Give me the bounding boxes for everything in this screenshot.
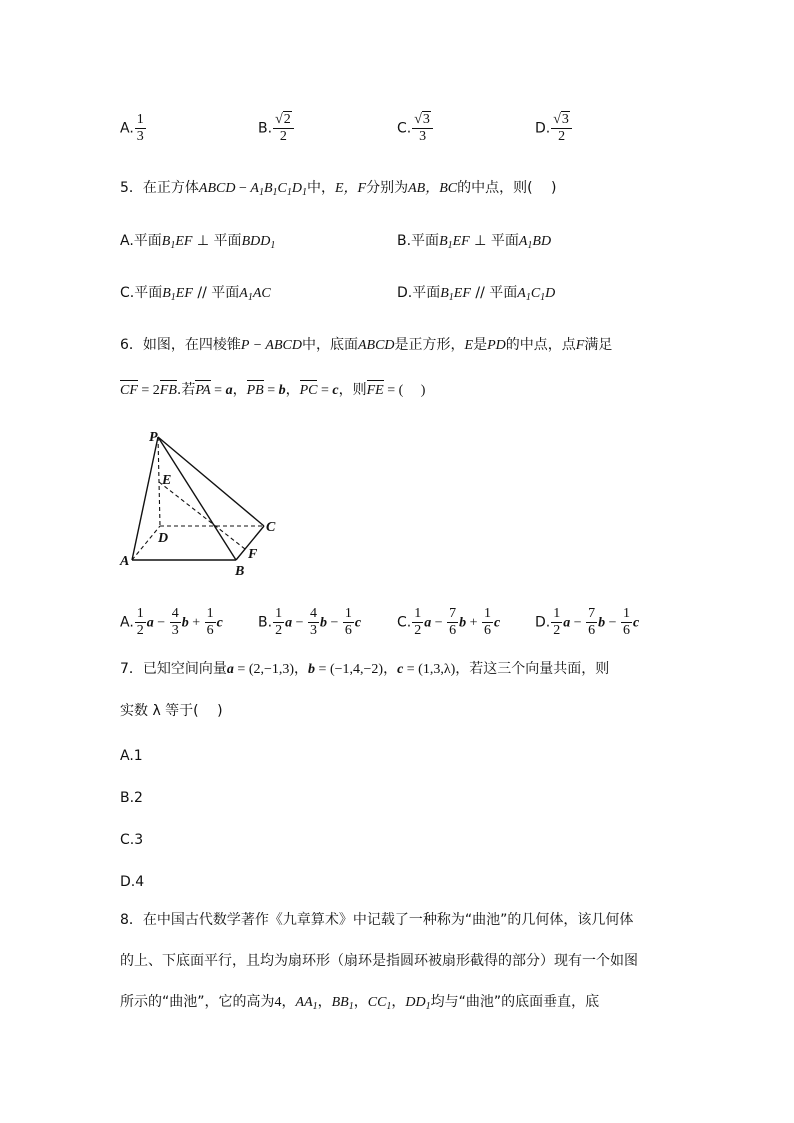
q7-option-a: A.1	[120, 748, 143, 764]
fraction: $\frac{√3}{3}$	[412, 112, 433, 145]
q7-stem-line1: 7．已知空间向量a = (2,−1,3)，b = (−1,4,−2)，c = (1,3,λ)，若这三个向量共面，则	[120, 661, 610, 677]
label-c: C	[266, 520, 276, 535]
q6-option-b: B. $\frac{1}{2}$ a − $\frac{4}{3}$ b − $\frac{1}{6}$ c	[258, 606, 362, 638]
label-d: D	[158, 531, 169, 546]
q6-option-c: C. $\frac{1}{2}$ a − $\frac{7}{6}$ b + $\frac{1}{6}$ c	[397, 606, 501, 638]
q4-option-a: A. $\frac{1}{3}$	[120, 112, 144, 144]
q4-option-c: C. $\frac{√3}{3}$	[397, 112, 434, 145]
label-a: A	[120, 554, 130, 569]
edge-pb	[158, 437, 236, 560]
q5-option-b: B.平面$B_1EF$ ⊥ 平面$A_1BD$	[397, 233, 552, 251]
q5-option-d: D.平面$B_1EF$ // 平面$A_1C_1D$	[397, 285, 556, 303]
edge-pa	[132, 437, 158, 560]
q7-option-b: B.2	[120, 790, 143, 806]
fraction: $\frac{√3}{2}$	[551, 112, 572, 145]
q8-line2: 的上、下底面平行，且均为扇环形（扇环是指圆环被扇形截得的部分）现有一个如图	[120, 953, 638, 969]
edge-pd	[158, 437, 160, 526]
q5-stem: 5．在正方体ABCD − $A_1B_1C_1D_1$中，E，F分别为AB，BC的中点，则( )	[120, 180, 557, 198]
q8-line3: 所示的“曲池”，它的高为4，$AA_1$，$BB_1$，$CC_1$，$DD_1$均与“曲池”的底面垂直，底	[120, 994, 600, 1012]
edge-pc	[158, 437, 264, 526]
q4-option-d: D. $\frac{√3}{2}$	[535, 112, 573, 145]
q5-option-a: A.平面$B_1EF$ ⊥ 平面$BDD_1$	[120, 233, 276, 251]
q5-option-c: C.平面$B_1EF$ // 平面$A_1AC$	[120, 285, 271, 303]
label-p: P	[149, 430, 158, 445]
label-b: B	[235, 564, 245, 579]
q6-option-d: D. $\frac{1}{2}$ a − $\frac{7}{6}$ b − $\frac{1}{6}$ c	[535, 606, 640, 638]
q6-option-a: A. $\frac{1}{2}$ a − $\frac{4}{3}$ b + $\frac{1}{6}$ c	[120, 606, 223, 638]
q8-line1: 8．在中国古代数学著作《九章算术》中记载了一种称为“曲池”的几何体，该几何体	[120, 912, 634, 928]
label-e: E	[162, 473, 172, 488]
q7-option-c: C.3	[120, 832, 144, 848]
segment-ef	[159, 482, 245, 549]
fraction: $\frac{1}{3}$	[136, 112, 144, 144]
q6-stem-line1: 6．如图，在四棱锥P − ABCD中，底面ABCD是正方形，E是PD的中点，点F满足	[120, 337, 613, 353]
q7-option-d: D.4	[120, 874, 145, 890]
q7-stem-line2: 实数 λ 等于( )	[120, 703, 223, 719]
fraction: $\frac{√2}{2}$	[273, 112, 294, 145]
pyramid-figure	[118, 425, 288, 580]
q6-stem-line2: CF = 2FB.若PA = a，PB = b，PC = c，则FE = ( )	[120, 380, 425, 401]
label-f: F	[248, 547, 258, 562]
q4-option-b: B. $\frac{√2}{2}$	[258, 112, 295, 145]
